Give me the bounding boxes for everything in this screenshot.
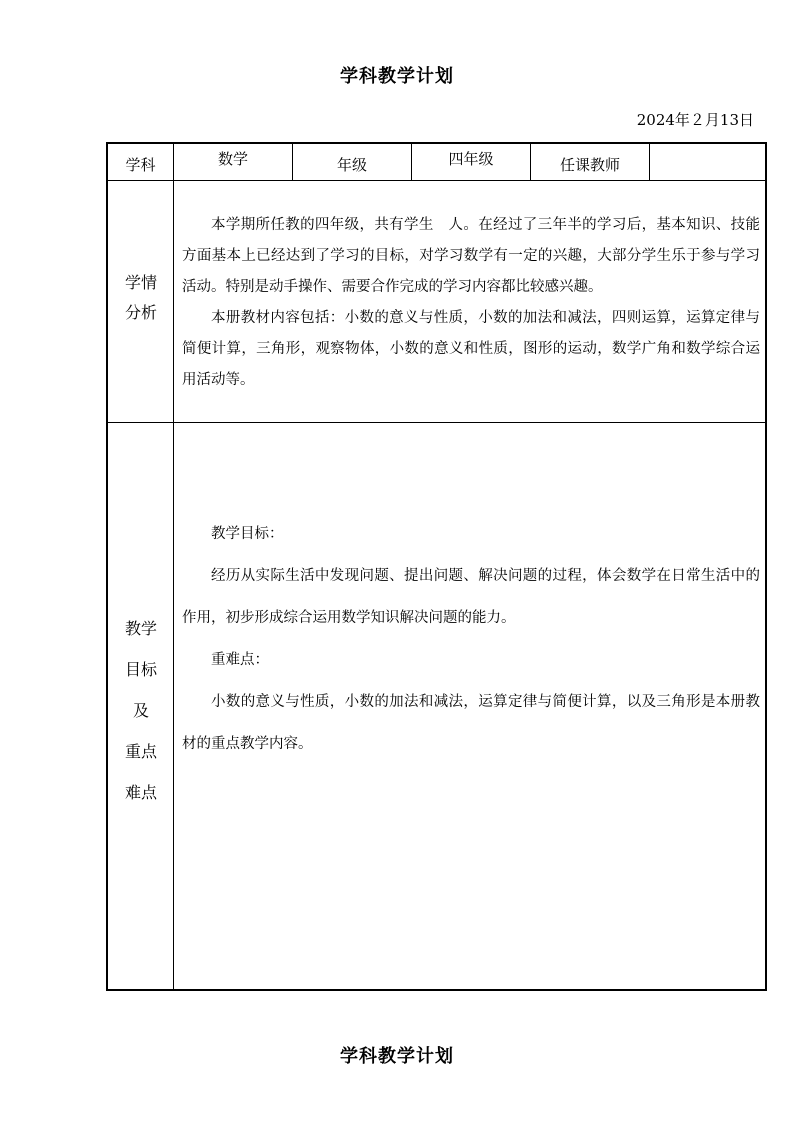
subject-value: 数学	[217, 149, 248, 168]
analysis-paragraph-2: 本册教材内容包括：小数的意义与性质，小数的加法和减法，四则运算，运算定律与简便计算，三角形，观察物体，小数的意义和性质，图形的运动，数学广角和数学综合运用活动等。	[182, 310, 760, 388]
plan-date: 2024年２月13日	[636, 111, 754, 129]
goals-label-line: 目标	[124, 660, 157, 679]
analysis-label-line: 分析	[124, 303, 157, 322]
goals-label-line: 难点	[124, 783, 157, 802]
row-divider	[108, 422, 765, 423]
goals-label-line: 重点	[124, 742, 157, 761]
subject-label: 学科	[125, 155, 156, 174]
page-title: 学科教学计划	[340, 66, 454, 87]
analysis-label	[108, 268, 174, 328]
grade-label: 年级	[336, 155, 367, 174]
goal-text: 经历从实际生活中发现问题、提出问题、解决问题的过程，体会数学在日常生活中的作用，初步形成综合运用数学知识解决问题的能力。	[182, 568, 760, 626]
plan-table	[106, 142, 767, 991]
key-text: 小数的意义与性质，小数的加法和减法，运算定律与简便计算，以及三角形是本册教材的重点教学内容。	[182, 694, 760, 752]
next-page-title: 学科教学计划	[340, 1046, 454, 1067]
goals-label-line: 及	[132, 701, 149, 720]
grade-value: 四年级	[448, 149, 494, 168]
teacher-value	[650, 144, 767, 180]
teacher-label: 任课教师	[559, 155, 620, 174]
key-heading: 重难点：	[211, 652, 269, 668]
goals-label	[108, 608, 174, 813]
goal-heading: 教学目标：	[211, 526, 284, 542]
goals-label-line: 教学	[124, 619, 157, 638]
analysis-paragraph-1: 本学期所任教的四年级，共有学生 人。在经过了三年半的学习后，基本知识、技能方面基本上已经达到了学习的目标，对学习数学有一定的兴趣，大部分学生乐于参与学习活动。特别是动手操作、需要合作完成的学习内容都比较感兴趣。	[182, 217, 760, 295]
analysis-label-line: 学情	[124, 273, 157, 292]
row-divider	[108, 180, 765, 181]
